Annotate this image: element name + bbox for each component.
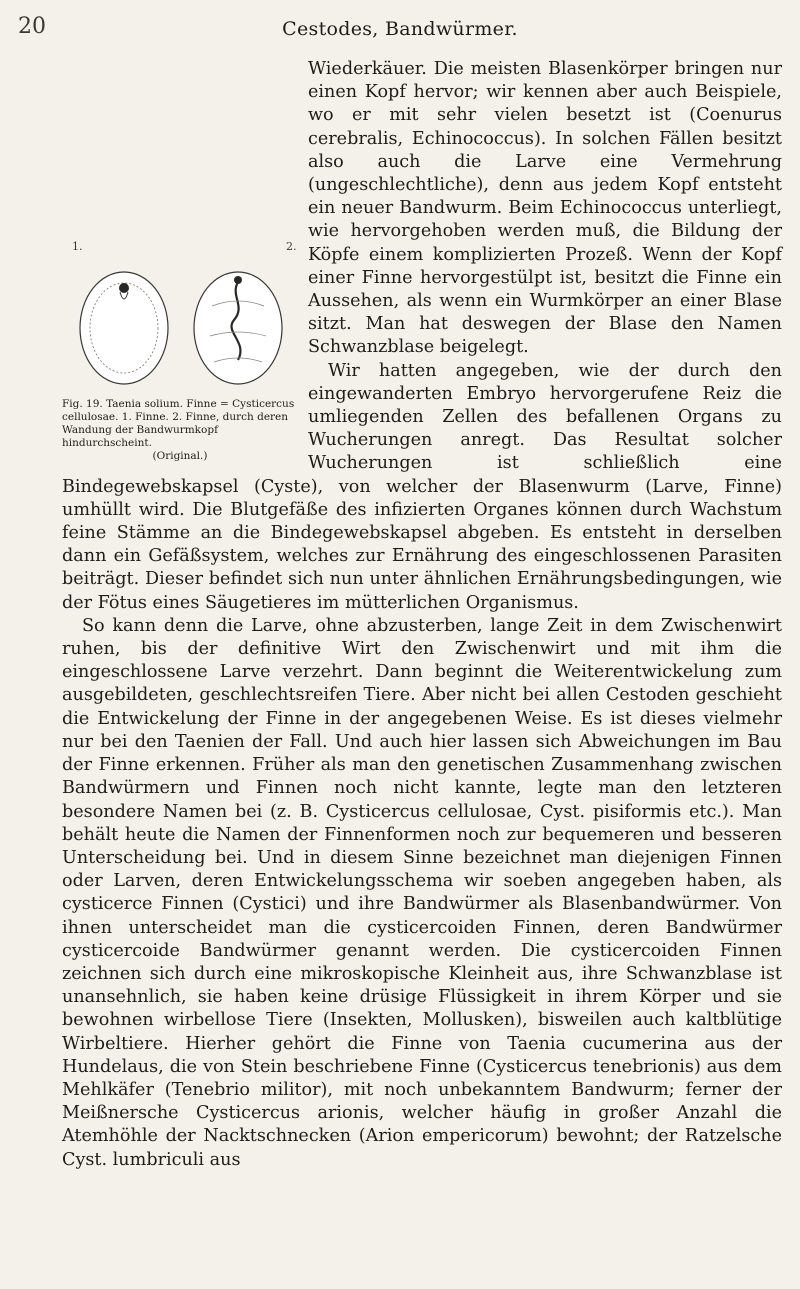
figure-caption — [62, 398, 298, 463]
page-number: 20 — [18, 14, 46, 39]
figure-label-2: 2. — [286, 240, 297, 253]
figure-label-1: 1. — [72, 240, 83, 253]
paragraph-1: Wiederkäuer. Die meisten Blasenkörper bringen nur einen Kopf hervor; wir kennen aber auch Beispiele, wo er mit sehr vielen besetzt ist (Coenurus cerebralis, Echinococcus). In solchen Fällen besitzt also auch die Larve eine Vermehrung (ungeschlechtliche), denn aus jedem Kopf entsteht ein neuer Bandwurm. Beim Echinococcus unterliegt, wie hervorgehoben werden muß, die Bildung der Köpfe einem komplizierten Prozeß. Wenn der Kopf einer Finne hervorgestülpt ist, besitzt die Finne ein Aussehen, als wenn ein Wurmkörper an einer Blase sitzt. Man hat deswegen der Blase den Namen Schwanzblase beigelegt. — [308, 59, 782, 358]
finne-1-drawing — [80, 272, 168, 384]
paragraph-2: Wir hatten angegeben, wie der durch den eingewanderten Embryo hervorgerufene Reiz die umliegenden Zellen des befallenen Organs zu Wucherungen anregt. Das Resultat solcher Wucherungen ist schließlich eine Bindegewebskapsel (Cyste), von welcher der Blasenwurm (Larve, Finne) umhüllt wird. Die Blutgefäße des infizierten Organes können durch Wachstum feine Stämme an die Bindegewebskapsel abgeben. Es entsteht in derselben dann ein Gefäßsystem, welches zur Ernährung des eingeschlossenen Parasiten beiträgt. Dieser befindet sich nun unter ähnlichen Ernährungsbedingungen, wie der Fötus eines Säugetieres im mütterlichen Organismus. — [62, 360, 782, 613]
caption-text: Fig. 19. Taenia solium. Finne = Cysticercus cellulosae. 1. Finne. 2. Finne, durch deren Wandung der Bandwurmkopf hindurchscheint. — [62, 398, 295, 449]
taenia-finne-illustration — [62, 236, 298, 396]
page-body — [62, 58, 782, 1172]
running-head: Cestodes, Bandwürmer. — [282, 18, 518, 40]
paragraph-3: So kann denn die Larve, ohne abzusterben, lange Zeit in dem Zwischenwirt ruhen, bis der definitive Wirt den Zwischenwirt und mit ihm die eingeschlossene Larve verzehrt. Dann beginnt die Weiterentwickelung zum ausgebildeten, geschlechtsreifen Tiere. Aber nicht bei allen Cestoden geschieht die Entwickelung der Finne in der angegebenen Weise. Es ist dieses vielmehr nur bei den Taenien der Fall. Und auch hier lassen sich Abweichungen im Bau der Finne erkennen. Früher als man den genetischen Zusammenhang zwischen Bandwürmern und Finnen noch nicht kannte, legte man den letzteren besondere Namen bei (z. B. Cysticercus cellulosae, Cyst. pisiformis etc.). Man behält heute die Namen der Finnenformen noch zur bequemeren und besseren Unterscheidung bei. Und in diesem Sinne bezeichnet man diejenigen Finnen oder Larven, deren Entwickelungsschema wir soeben angegeben haben, als cysticerce Finnen (Cystici) und ihre Bandwürmer als Blasenbandwürmer. Von ihnen unterscheidet man die cysticercoiden Finnen, deren Bandwürmer cysticercoide Bandwürmer genannt werden. Die cysticercoiden Finnen zeichnen sich durch eine mikroskopische Kleinheit aus, ihre Schwanzblase ist unansehnlich, sie haben keine drüsige Flüssigkeit in ihrem Körper und sie bewohnen wirbellose Tiere (Insekten, Mollusken), bisweilen auch kaltblütige Wirbeltiere. Hierher gehört die Finne von Taenia cucumerina aus der Hundelaus, die von Stein beschriebene Finne (Cysticercus tenebrionis) aus dem Mehlkäfer (Tenebrio militor), mit noch unbekanntem Bandwurm; ferner der Meißnersche Cysticercus arionis, welcher häufig in großer Anzahl die Atemhöhle der Nacktschnecken (Arion empericorum) bewohnt; der Ratzelsche Cyst. lumbriculi aus — [62, 615, 782, 1170]
figure — [62, 236, 298, 463]
caption-note: (Original.) — [152, 450, 208, 462]
finne-2-drawing — [194, 272, 282, 384]
